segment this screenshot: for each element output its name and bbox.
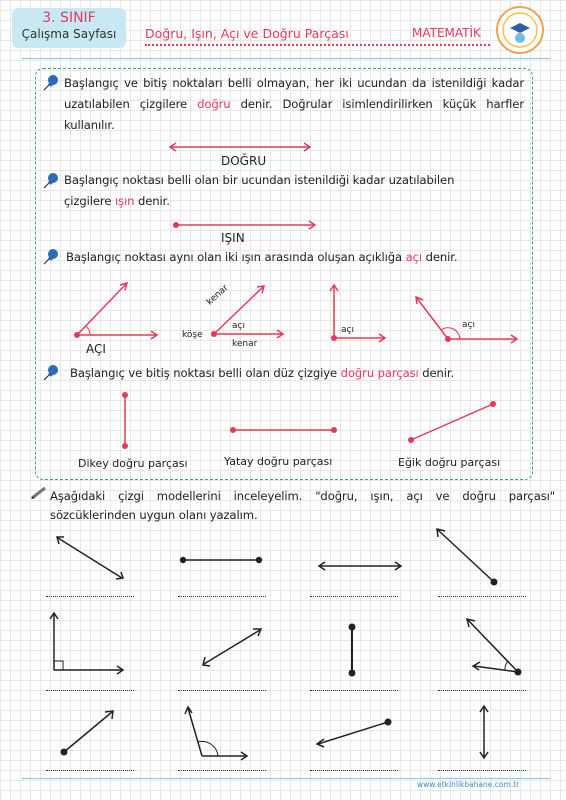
angle-part-label: açı bbox=[232, 321, 245, 331]
answer-line[interactable] bbox=[46, 690, 134, 691]
oblique-segment-label: Eğik doğru parçası bbox=[398, 456, 501, 469]
exercise-instruction: Aşağıdaki çizgi modellerini inceleyelim. "doğru, ışın, açı ve doğru parçası" sözcüklerinden uygun olanı yazalım. bbox=[50, 489, 555, 522]
exercise-item-line-3 bbox=[196, 622, 268, 672]
ray-illustration bbox=[170, 218, 320, 232]
angle-definition bbox=[66, 247, 526, 268]
exercise-item-ray bbox=[432, 524, 504, 588]
edge-label: kenar bbox=[205, 283, 231, 308]
grade-badge bbox=[12, 8, 126, 48]
line-label: DOĞRU bbox=[221, 154, 267, 168]
angle-small-label: açı bbox=[341, 325, 354, 335]
segment-definition-end: denir. bbox=[418, 366, 455, 380]
oblique-segment bbox=[405, 398, 501, 448]
angle-example-right bbox=[320, 280, 390, 345]
answer-line[interactable] bbox=[310, 690, 398, 691]
subject-label: MATEMATİK bbox=[412, 26, 481, 40]
angle-keyword: açı bbox=[405, 250, 422, 264]
answer-line[interactable] bbox=[46, 770, 134, 771]
angle-obtuse-label: açı bbox=[462, 320, 475, 330]
answer-line[interactable] bbox=[438, 770, 526, 771]
ray-definition-end: denir. bbox=[134, 194, 170, 208]
exercise-item-line bbox=[48, 530, 132, 586]
exercise-item-vertical-line bbox=[474, 702, 494, 762]
angle-example-1 bbox=[60, 275, 170, 350]
answer-line[interactable] bbox=[310, 596, 398, 597]
angle-example-parts bbox=[196, 278, 296, 348]
sheet-label: Çalışma Sayfası bbox=[21, 26, 117, 41]
edge-label-2: kenar bbox=[232, 339, 258, 349]
segment-keyword: doğru parçası bbox=[340, 366, 419, 380]
line-definition-text: Başlangıç ve bitiş noktaları belli olmayan, her iki ucundan da istenildiği kadar uzatılabilen çizgilere bbox=[64, 76, 524, 111]
angle-definition-end: denir. bbox=[421, 250, 458, 264]
ray-definition-text: Başlangıç noktası belli olan bir ucundan istenildiği kadar uzatılabilen çizgilere bbox=[64, 173, 455, 208]
line-definition bbox=[64, 73, 524, 136]
line-illustration bbox=[165, 140, 315, 154]
exercise-item-ray-2 bbox=[54, 704, 120, 760]
exercise-item-angle bbox=[460, 614, 530, 680]
bottom-rule bbox=[22, 778, 550, 779]
logo-icon bbox=[496, 6, 544, 54]
exercise-item-segment bbox=[175, 552, 267, 568]
vertical-segment bbox=[115, 390, 135, 452]
ray-definition bbox=[64, 170, 504, 212]
horizontal-segment bbox=[228, 422, 340, 438]
line-definition-end: denir. Doğrular isimlendirilirken küçük harfler kullanılır. bbox=[64, 97, 525, 132]
answer-line[interactable] bbox=[178, 690, 266, 691]
answer-line[interactable] bbox=[438, 596, 526, 597]
grade-label: 3. SINIF bbox=[42, 10, 96, 26]
footer-url[interactable]: www.etkinlikbahane.com.tr bbox=[417, 780, 520, 789]
horizontal-segment-label: Yatay doğru parçası bbox=[224, 455, 333, 468]
angle-example-obtuse bbox=[412, 285, 522, 350]
vertex-label: köşe bbox=[182, 330, 203, 340]
angle-label: AÇI bbox=[86, 342, 106, 356]
angle-definition-text: Başlangıç noktası aynı olan iki ışın arasında oluşan açıklığa bbox=[66, 250, 406, 264]
pushpin-icon bbox=[42, 364, 60, 382]
answer-line[interactable] bbox=[438, 690, 526, 691]
pushpin-icon bbox=[42, 74, 60, 92]
answer-line[interactable] bbox=[178, 770, 266, 771]
segment-definition bbox=[70, 363, 530, 384]
answer-line[interactable] bbox=[46, 596, 134, 597]
ray-keyword: ışın bbox=[114, 194, 135, 208]
line-keyword: doğru bbox=[197, 97, 231, 111]
pushpin-icon bbox=[42, 172, 60, 190]
top-rule bbox=[22, 58, 550, 59]
exercise-item-obtuse-angle bbox=[180, 702, 252, 764]
exercise-item-line-2 bbox=[314, 558, 406, 574]
answer-line[interactable] bbox=[310, 770, 398, 771]
pencil-icon bbox=[30, 486, 48, 500]
answer-line[interactable] bbox=[178, 596, 266, 597]
header-divider bbox=[145, 44, 490, 46]
exercise-item-right-angle bbox=[42, 608, 128, 680]
vertical-segment-label: Dikey doğru parçası bbox=[78, 457, 188, 470]
exercise-item-ray-3 bbox=[312, 714, 396, 750]
ray-label: IŞIN bbox=[221, 231, 245, 245]
segment-definition-text: Başlangıç ve bitiş noktası belli olan düz çizgiye bbox=[70, 366, 341, 380]
exercise-item-vertical-segment bbox=[344, 622, 360, 678]
pushpin-icon bbox=[42, 248, 60, 266]
page-title: Doğru, Işın, Açı ve Doğru Parçası bbox=[145, 26, 349, 41]
